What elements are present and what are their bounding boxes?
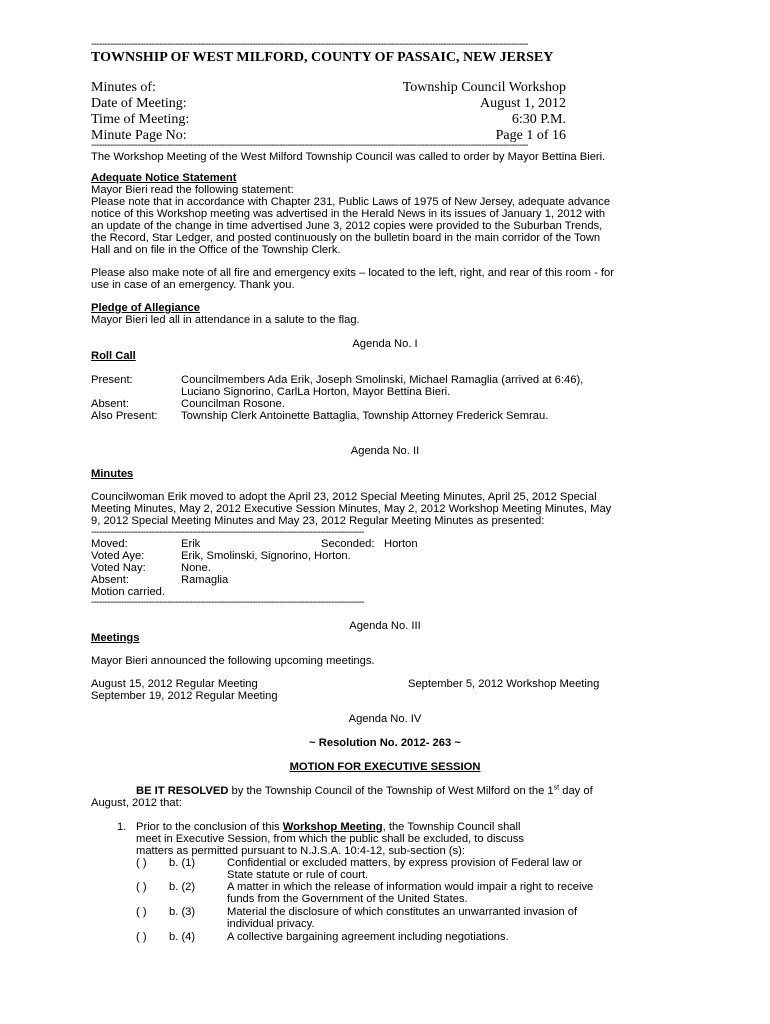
item-line-1 (136, 821, 521, 833)
item-number: 1. (117, 821, 127, 833)
also-present-value: Township Clerk Antoinette Battaglia, Township Attorney Frederick Semrau. (181, 410, 549, 422)
present-label: Present: (91, 374, 133, 386)
subsection-text: funds from the Government of the United States. (227, 893, 468, 905)
moved-value: Erik (181, 538, 201, 550)
agenda-3: Agenda No. III (349, 620, 421, 632)
notice-line: notice of this Workshop meeting was advertised in the Herald News in its issues of January 1, 2012 with (91, 208, 606, 220)
minutes-heading: Minutes (91, 468, 134, 480)
time-label: Time of Meeting: (91, 112, 190, 127)
absent-value: Councilman Rosone. (181, 398, 285, 410)
minutes-line: Councilwoman Erik moved to adopt the April 23, 2012 Special Meeting Minutes, April 25, 2012 Special (91, 491, 597, 503)
pledge-heading: Pledge of Allegiance (91, 302, 201, 314)
roll-call-heading: Roll Call (91, 350, 136, 362)
adequate-notice-lead: Mayor Bieri read the following statement: (91, 184, 294, 196)
date-value: August 1, 2012 (480, 96, 566, 111)
seconded-label: Seconded: (321, 538, 375, 550)
time-value: 6:30 P.M. (511, 112, 566, 127)
item-line-1-a: Prior to the conclusion of this (136, 821, 283, 833)
subsection-text: individual privacy. (227, 918, 315, 930)
meetings-heading: Meetings (91, 632, 140, 644)
adequate-notice-heading: Adequate Notice Statement (91, 172, 237, 184)
page-label: Minute Page No: (91, 128, 187, 143)
resolution-number: ~ Resolution No. 2012- 263 ~ (309, 737, 461, 749)
resolved-bold: BE IT RESOLVED (136, 785, 229, 797)
exits-line: Please also make note of all fire and emergency exits – located to the left, right, and rear of this room - for (91, 267, 614, 279)
subsection-checkbox[interactable]: ( ) (136, 906, 147, 918)
agenda-2: Agenda No. II (350, 445, 420, 457)
resolved-sup: st (553, 784, 560, 792)
subsection-text: State statute or rule of court. (227, 869, 369, 881)
subsection-text: Confidential or excluded matters, by express provision of Federal law or (227, 857, 583, 869)
intro-text: The Workshop Meeting of the West Milford Township Council was called to order by Mayor Bettina Bieri. (91, 151, 606, 163)
subsection-text: A matter in which the release of information would impair a right to receive (227, 881, 594, 893)
item-line-1-c: , the Township Council shall (382, 821, 521, 833)
subsection-code: b. (1) (169, 857, 196, 869)
subsection-text: Material the disclosure of which constitutes an unwarranted invasion of (227, 906, 578, 918)
subsection-code: b. (4) (169, 931, 196, 943)
vote-absent-label: Absent: (91, 574, 129, 586)
resolved-rest: by the Township Council of the Township of West Milford on the 1 (228, 785, 554, 797)
also-present-label: Also Present: (91, 410, 158, 422)
item-line-3: matters as permitted pursuant to N.J.S.A. 10:4-12, sub-section (s): (136, 845, 465, 857)
dashed-rule-vote-bottom: ---------------------------------------------------------------------------------------------------- (91, 598, 365, 608)
dashed-rule-top: ---------------------------------------------------------------------------------------------------------------------------------------------------------------- (91, 40, 528, 50)
notice-line: Please note that in accordance with Chapter 231, Public Laws of 1975 of New Jersey, adequate advance (91, 196, 611, 208)
minutes-of-value: Township Council Workshop (402, 80, 566, 95)
agenda-1: Agenda No. I (352, 338, 418, 350)
minutes-line: Meeting Minutes, May 2, 2012 Executive Session Minutes, May 2, 2012 Workshop Meeting Minutes, May (91, 503, 612, 515)
moved-label: Moved: (91, 538, 128, 550)
vote-absent-value: Ramaglia (181, 574, 229, 586)
subsection-checkbox[interactable]: ( ) (136, 931, 147, 943)
meeting-item: September 5, 2012 Workshop Meeting (408, 678, 600, 690)
absent-label: Absent: (91, 398, 129, 410)
resolved-end: day of (559, 785, 593, 797)
voted-aye-label: Voted Aye: (91, 550, 145, 562)
motion-result: Motion carried. (91, 586, 165, 598)
resolved-line (136, 785, 593, 797)
notice-line: an update of the change in time advertised June 3, 2012 copies were provided to the Suburban Trends, (91, 220, 603, 232)
subsection-checkbox[interactable]: ( ) (136, 881, 147, 893)
pledge-text: Mayor Bieri led all in attendance in a salute to the flag. (91, 314, 360, 326)
present-line: Luciano Signorino, CarlLa Horton, Mayor Bettina Bieri. (181, 386, 451, 398)
subsection-code: b. (3) (169, 906, 196, 918)
page-value: Page 1 of 16 (495, 128, 566, 143)
notice-line: the Record, Star Ledger, and posted continuously on the bulletin board in the main corridor of the Town (91, 232, 601, 244)
dashed-rule-vote-top: ---------------------------------------------------------------------------------------------------- (91, 528, 365, 538)
dashed-rule-header-bottom: ---------------------------------------------------------------------------------------------------------------------------------------------------------------- (91, 141, 528, 151)
item-line-2: meet in Executive Session, from which the public shall be excluded, to discuss (136, 833, 525, 845)
voted-aye-value: Erik, Smolinski, Signorino, Horton. (181, 550, 351, 562)
resolved-line-2: August, 2012 that: (91, 797, 182, 809)
voted-nay-value: None. (181, 562, 211, 574)
meetings-lead: Mayor Bieri announced the following upcoming meetings. (91, 655, 375, 667)
meeting-item: September 19, 2012 Regular Meeting (91, 690, 278, 702)
agenda-4: Agenda No. IV (348, 713, 422, 725)
notice-line: Hall and on file in the Office of the Township Clerk. (91, 244, 341, 256)
subsection-code: b. (2) (169, 881, 196, 893)
motion-title: MOTION FOR EXECUTIVE SESSION (289, 761, 481, 773)
meeting-item: August 15, 2012 Regular Meeting (91, 678, 258, 690)
voted-nay-label: Voted Nay: (91, 562, 146, 574)
date-label: Date of Meeting: (91, 96, 187, 111)
document-title: TOWNSHIP OF WEST MILFORD, COUNTY OF PASSAIC, NEW JERSEY (91, 50, 554, 65)
subsection-text: A collective bargaining agreement including negotiations. (227, 931, 509, 943)
workshop-meeting-emphasis: Workshop Meeting (282, 821, 383, 833)
subsection-checkbox[interactable]: ( ) (136, 857, 147, 869)
seconded-value: Horton (384, 538, 418, 550)
exits-line: use in case of an emergency. Thank you. (91, 279, 295, 291)
minutes-of-label: Minutes of: (91, 80, 156, 95)
minutes-line: 9, 2012 Special Meeting Minutes and May 23, 2012 Regular Meeting Minutes as presented: (91, 515, 545, 527)
present-line: Councilmembers Ada Erik, Joseph Smolinski, Michael Ramaglia (arrived at 6:46), (181, 374, 584, 386)
